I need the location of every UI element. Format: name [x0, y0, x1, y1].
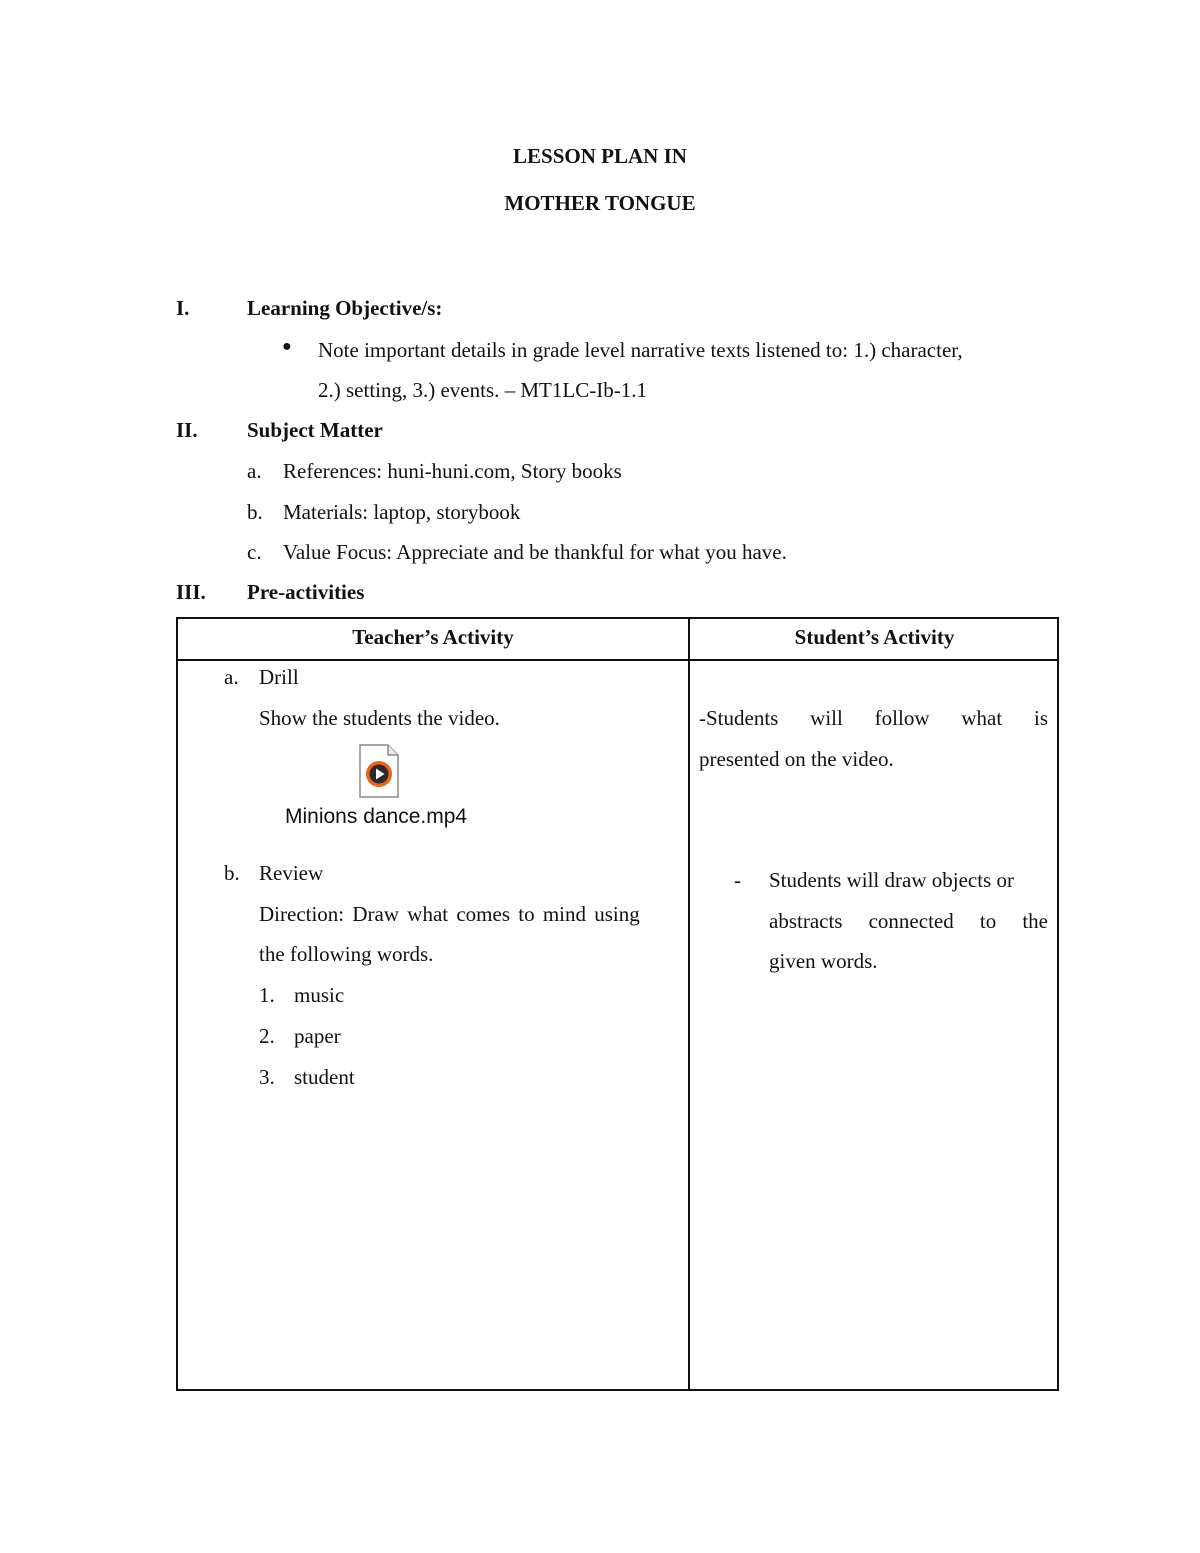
- student-review-line-1: Students will draw objects or: [769, 868, 1014, 892]
- section-2-heading: Subject Matter: [247, 418, 383, 442]
- direction-line-1: [259, 902, 678, 927]
- header-student-activity: Student’s Activity: [794, 625, 955, 649]
- student-review-word: to: [979, 909, 997, 933]
- student-drill-word: -Students: [699, 706, 779, 730]
- student-drill-line-2: presented on the video.: [699, 747, 894, 771]
- header-teacher-activity: Teacher’s Activity: [352, 625, 514, 649]
- student-drill-word: what: [961, 706, 1003, 730]
- section-1-numeral: I.: [176, 296, 190, 320]
- student-review-line-3: given words.: [769, 949, 878, 973]
- title-line-1: LESSON PLAN IN: [513, 144, 687, 168]
- word-number: 2.: [259, 1024, 275, 1048]
- section-3-numeral: III.: [176, 580, 206, 604]
- objective-line-1: Note important details in grade level narrative texts listened to: 1.) character,: [318, 338, 963, 362]
- word-item-student: student: [294, 1065, 355, 1089]
- student-review-word: the: [1022, 909, 1048, 933]
- play-icon: [357, 744, 401, 798]
- subject-item-marker: b.: [247, 500, 263, 524]
- table-column-divider: [688, 619, 690, 1389]
- student-drill-word: follow: [874, 706, 930, 730]
- bullet-icon: ●: [282, 338, 292, 355]
- table-header-divider: [178, 659, 1057, 661]
- student-drill-word: is: [1033, 706, 1048, 730]
- student-review-word: connected: [868, 909, 954, 933]
- drill-text: Show the students the video.: [259, 706, 500, 730]
- section-3-heading: Pre-activities: [247, 580, 365, 604]
- subject-item-marker: c.: [247, 540, 262, 564]
- word-number: 1.: [259, 983, 275, 1007]
- drill-marker: a.: [224, 665, 239, 689]
- drill-label: Drill: [259, 665, 299, 689]
- section-2-numeral: II.: [176, 418, 198, 442]
- student-drill-word: will: [810, 706, 843, 730]
- subject-item-value-focus: Value Focus: Appreciate and be thankful for what you have.: [283, 540, 787, 564]
- subject-item-materials: Materials: laptop, storybook: [283, 500, 521, 524]
- review-marker: b.: [224, 861, 240, 885]
- section-1-heading: Learning Objective/s:: [247, 296, 443, 320]
- direction-text: Direction: Draw what comes to mind using: [259, 902, 640, 926]
- direction-line-2: the following words.: [259, 942, 434, 966]
- subject-item-marker: a.: [247, 459, 262, 483]
- word-item-music: music: [294, 983, 345, 1007]
- activities-table: [176, 617, 1059, 1391]
- subject-item-references: References: huni-huni.com, Story books: [283, 459, 622, 483]
- title-line-2: MOTHER TONGUE: [504, 191, 696, 215]
- review-label: Review: [259, 861, 324, 885]
- student-drill-line-1: [699, 706, 1048, 731]
- student-review-dash: -: [734, 868, 741, 892]
- student-review-word: abstracts: [769, 909, 843, 933]
- word-number: 3.: [259, 1065, 275, 1089]
- student-review-line-2: [769, 909, 1048, 934]
- word-item-paper: paper: [294, 1024, 341, 1048]
- video-file-icon[interactable]: [357, 744, 401, 798]
- objective-line-2: 2.) setting, 3.) events. – MT1LC-Ib-1.1: [318, 378, 647, 402]
- video-filename: Minions dance.mp4: [285, 805, 468, 828]
